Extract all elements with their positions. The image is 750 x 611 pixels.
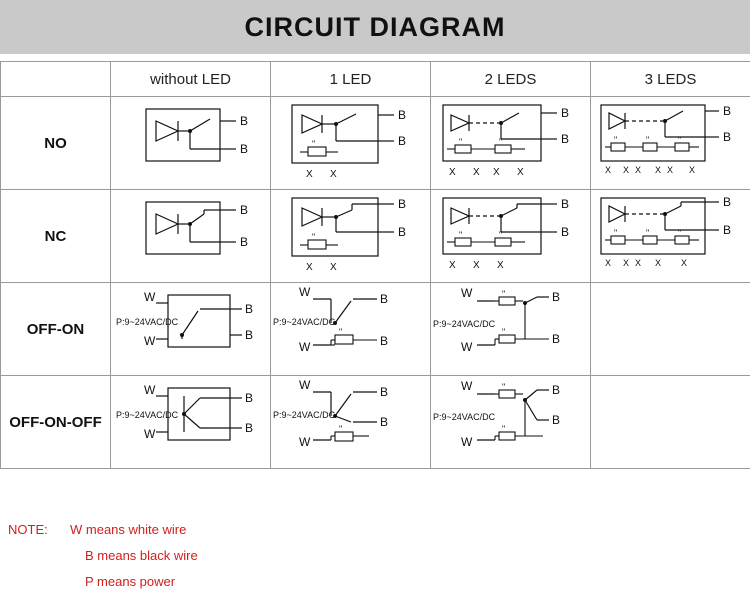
svg-text:B: B <box>239 142 248 156</box>
table-row <box>1 376 750 469</box>
diagram-nc-without-led <box>111 190 271 283</box>
diagram-off-on-2-leds <box>431 283 591 376</box>
svg-text:": " <box>678 228 682 238</box>
svg-text:": " <box>502 424 506 434</box>
column-header-without-led: without LED <box>111 62 271 97</box>
row-label-no: NO <box>1 97 111 190</box>
svg-text:X: X <box>449 167 456 178</box>
diagram-off-on-off-without-led <box>111 376 271 469</box>
svg-text:W: W <box>461 286 473 300</box>
table-body <box>1 97 750 469</box>
svg-text:X: X <box>517 167 524 178</box>
svg-text:B: B <box>397 225 406 239</box>
svg-text:X: X <box>305 169 313 180</box>
schematic-svg <box>126 190 256 268</box>
circuit-table <box>0 61 750 469</box>
table-header <box>1 62 750 97</box>
svg-text:P:9~24VAC/DC: P:9~24VAC/DC <box>115 410 178 420</box>
svg-text:": " <box>459 230 463 240</box>
svg-text:X: X <box>635 165 642 175</box>
svg-text:B: B <box>723 104 732 118</box>
diagram-nc-1-led <box>271 190 431 283</box>
svg-text:B: B <box>552 383 561 397</box>
schematic-svg <box>433 190 588 276</box>
svg-text:X: X <box>635 258 642 268</box>
note-line-power: P means power <box>85 574 176 589</box>
svg-text:X: X <box>473 260 480 271</box>
diagram-off-on-off-1-led <box>271 376 431 469</box>
row-label-off-on-off: OFF-ON-OFF <box>1 376 111 469</box>
svg-text:B: B <box>397 197 406 211</box>
column-header-1-led: 1 LED <box>271 62 431 97</box>
schematic-svg <box>276 190 426 276</box>
schematic-svg <box>433 376 588 456</box>
svg-text:W: W <box>461 435 473 449</box>
svg-text:": " <box>678 135 682 145</box>
svg-text:B: B <box>239 203 248 217</box>
svg-text:B: B <box>723 130 732 144</box>
svg-text:B: B <box>552 290 561 304</box>
svg-text:P:9~24VAC/DC: P:9~24VAC/DC <box>433 412 496 422</box>
svg-text:": " <box>502 289 506 299</box>
svg-text:": " <box>502 382 506 392</box>
svg-text:": " <box>646 135 650 145</box>
diagram-off-on-off-2-leds <box>431 376 591 469</box>
svg-text:B: B <box>723 195 732 209</box>
svg-text:B: B <box>244 391 253 405</box>
diagram-no-without-led <box>111 97 271 190</box>
svg-text:W: W <box>299 340 311 354</box>
schematic-svg <box>433 97 588 183</box>
schematic-svg <box>116 376 266 456</box>
svg-text:B: B <box>380 292 389 306</box>
svg-text:B: B <box>561 197 570 211</box>
diagram-no-1-led <box>271 97 431 190</box>
svg-text:P:9~24VAC/DC: P:9~24VAC/DC <box>115 317 178 327</box>
svg-text:": " <box>459 137 463 147</box>
schematic-svg <box>593 190 748 276</box>
table-row <box>1 97 750 190</box>
diagram-nc-3-leds <box>591 190 750 283</box>
svg-text:B: B <box>552 332 561 346</box>
svg-text:X: X <box>655 258 662 268</box>
note-line-white-wire: W means white wire <box>70 522 187 537</box>
column-header-2-leds: 2 LEDS <box>431 62 591 97</box>
diagram-off-on-1-led <box>271 283 431 376</box>
svg-text:B: B <box>723 223 732 237</box>
svg-text:W: W <box>299 285 311 299</box>
table-row <box>1 190 750 283</box>
svg-text:X: X <box>449 260 456 271</box>
svg-text:B: B <box>239 235 248 249</box>
row-label-off-on: OFF-ON <box>1 283 111 376</box>
svg-text:W: W <box>299 378 311 392</box>
svg-text:W: W <box>143 334 155 348</box>
row-label-nc: NC <box>1 190 111 283</box>
svg-text:B: B <box>244 328 253 342</box>
diagram-off-on-3-leds-empty <box>591 283 750 376</box>
diagram-no-3-leds <box>591 97 750 190</box>
diagram-off-on-off-3-leds-empty <box>591 376 750 469</box>
svg-text:P:9~24VAC/DC: P:9~24VAC/DC <box>273 410 336 420</box>
table-corner-cell <box>1 62 111 97</box>
note-label: NOTE: <box>8 522 48 537</box>
svg-text:W: W <box>299 435 311 449</box>
table-row <box>1 283 750 376</box>
svg-text:B: B <box>380 334 389 348</box>
svg-text:X: X <box>667 165 674 175</box>
title-bar <box>0 0 750 54</box>
svg-text:B: B <box>380 415 389 429</box>
svg-text:B: B <box>397 134 406 148</box>
note-block <box>0 512 750 611</box>
svg-text:X: X <box>623 258 630 268</box>
diagram-off-on-without-led <box>111 283 271 376</box>
page-title: CIRCUIT DIAGRAM <box>244 11 506 42</box>
schematic-svg <box>126 97 256 175</box>
svg-text:X: X <box>329 262 337 273</box>
svg-text:X: X <box>329 169 337 180</box>
svg-text:B: B <box>561 225 570 239</box>
svg-text:X: X <box>305 262 313 273</box>
svg-text:B: B <box>552 413 561 427</box>
svg-text:P:9~24VAC/DC: P:9~24VAC/DC <box>273 317 336 327</box>
svg-text:B: B <box>380 385 389 399</box>
schematic-svg <box>273 376 428 456</box>
svg-text:W: W <box>143 383 155 397</box>
svg-text:W: W <box>143 290 155 304</box>
svg-text:": " <box>339 327 343 337</box>
svg-text:B: B <box>244 421 253 435</box>
svg-text:B: B <box>561 132 570 146</box>
table-header-row <box>1 62 750 97</box>
svg-text:": " <box>502 327 506 337</box>
svg-text:": " <box>499 230 503 240</box>
svg-text:X: X <box>605 165 612 175</box>
svg-text:": " <box>339 424 343 434</box>
note-line-black-wire: B means black wire <box>85 548 198 563</box>
svg-text:X: X <box>655 165 662 175</box>
svg-text:": " <box>311 232 315 242</box>
column-header-3-leds: 3 LEDS <box>591 62 750 97</box>
svg-text:X: X <box>473 167 480 178</box>
schematic-svg <box>273 283 428 363</box>
svg-text:X: X <box>605 258 612 268</box>
svg-text:X: X <box>497 260 504 271</box>
svg-text:X: X <box>493 167 500 178</box>
svg-text:B: B <box>561 106 570 120</box>
svg-text:": " <box>311 139 315 149</box>
svg-text:P:9~24VAC/DC: P:9~24VAC/DC <box>433 319 496 329</box>
schematic-svg <box>276 97 426 183</box>
schematic-svg <box>433 283 588 363</box>
svg-text:W: W <box>461 379 473 393</box>
svg-text:W: W <box>143 427 155 441</box>
svg-text:X: X <box>623 165 630 175</box>
schematic-svg <box>593 97 748 183</box>
diagram-nc-2-leds <box>431 190 591 283</box>
svg-text:": " <box>614 135 618 145</box>
svg-text:": " <box>646 228 650 238</box>
svg-text:W: W <box>461 340 473 354</box>
svg-text:B: B <box>244 302 253 316</box>
svg-text:X: X <box>689 165 696 175</box>
diagram-no-2-leds <box>431 97 591 190</box>
svg-text:": " <box>614 228 618 238</box>
svg-text:": " <box>499 137 503 147</box>
svg-text:X: X <box>681 258 688 268</box>
svg-text:B: B <box>239 114 248 128</box>
schematic-svg <box>116 283 266 363</box>
svg-text:B: B <box>397 108 406 122</box>
